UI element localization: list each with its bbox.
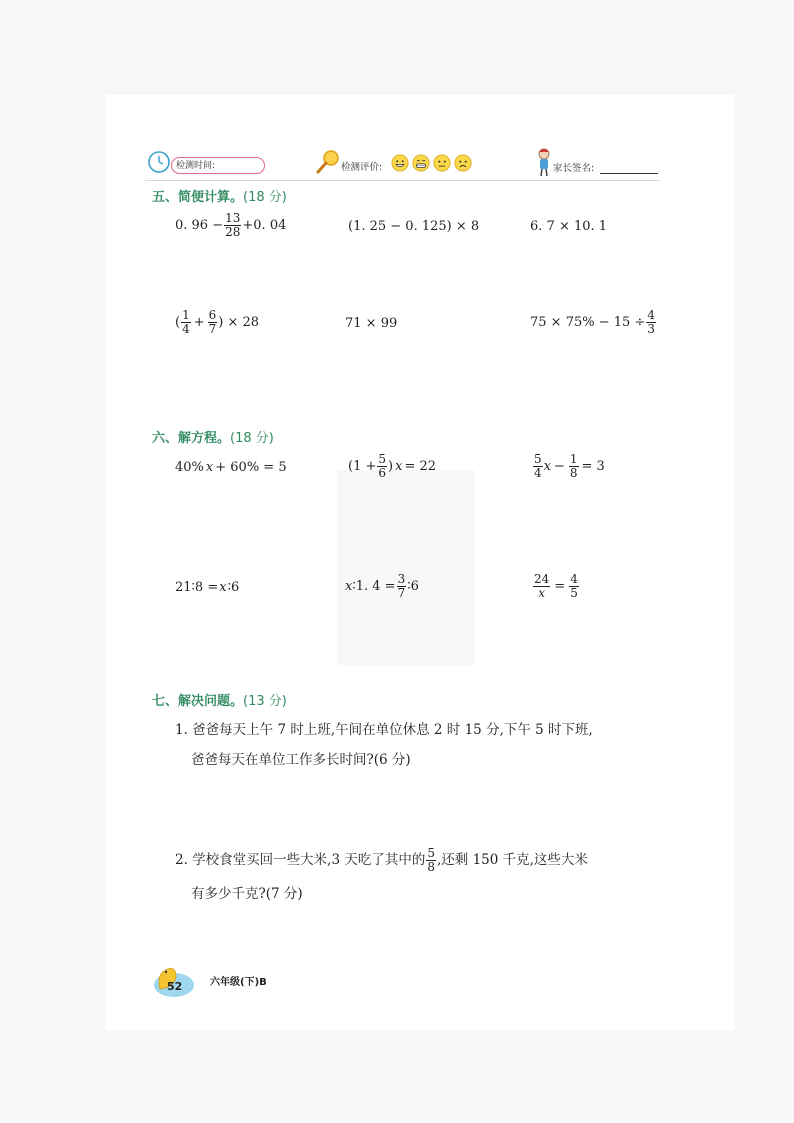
neutral-face-icon	[433, 154, 451, 172]
fraction	[224, 212, 241, 239]
fraction	[377, 453, 387, 480]
denominator: 7	[397, 586, 406, 600]
page-number-badge	[152, 963, 196, 999]
signature-line	[600, 173, 658, 174]
section-six-points: (18 分)	[230, 431, 274, 446]
section-seven-points: (13 分)	[243, 694, 287, 709]
numerator: 4	[570, 572, 578, 586]
denominator: 8	[569, 466, 578, 480]
variable-x: x	[395, 459, 403, 474]
watermark-area	[337, 470, 475, 665]
eq-1-part-a: 40%	[175, 460, 204, 475]
numerator: 5	[534, 452, 542, 466]
calc-3	[530, 219, 607, 234]
section-five-points: (18 分)	[243, 190, 287, 205]
big-grin-face-icon	[412, 154, 430, 172]
grin-face-icon	[391, 154, 409, 172]
equation-1	[175, 460, 287, 475]
calc-6-part-a: 75 × 75% − 15 ÷	[530, 315, 646, 330]
eq-4-part-a: 21∶8 =	[175, 580, 219, 595]
fraction	[426, 847, 436, 874]
problem-2-line-1	[175, 845, 675, 875]
equals-sign: =	[554, 579, 566, 594]
eq-2-part-c: = 22	[404, 459, 437, 474]
fraction	[397, 573, 407, 600]
section-six-title	[152, 427, 274, 446]
grade-label: 六年级(下)B	[210, 977, 267, 988]
variable-x: x	[205, 460, 214, 475]
section-seven-title	[152, 690, 287, 709]
header-divider	[145, 180, 660, 181]
sad-face-icon	[454, 154, 472, 172]
eq-5-part-a: ∶1. 4 =	[352, 579, 396, 594]
denominator: 4	[182, 322, 190, 336]
check-time-field: 检测时间:	[171, 157, 265, 174]
problem-2	[175, 845, 675, 909]
calc-5	[345, 316, 397, 331]
eq-4-part-b: ∶6	[227, 580, 240, 595]
magnifier-icon	[315, 149, 341, 175]
numerator: 4	[647, 308, 655, 322]
section-six-label: 六、解方程。	[152, 431, 231, 446]
problem-2-line-2: 有多少千克?(7 分)	[191, 886, 303, 902]
eq-2-part-b: )	[388, 459, 394, 474]
check-header	[145, 140, 660, 182]
equation-3	[532, 453, 605, 480]
calc-2-text: (1. 25 − 0. 125) × 8	[348, 219, 480, 234]
problem-2-part-a: 2. 学校食堂买回一些大米,3 天吃了其中的	[175, 852, 426, 868]
denominator: 7	[208, 322, 217, 336]
clock-icon	[147, 150, 171, 174]
fraction	[533, 573, 550, 600]
equation-4	[175, 580, 239, 595]
denominator: x	[538, 586, 546, 600]
numerator: 5	[427, 845, 435, 860]
numerator: 3	[397, 572, 406, 586]
numerator: 13	[225, 211, 241, 225]
evaluation-faces	[391, 154, 472, 172]
calc-1	[175, 212, 286, 239]
section-seven-label: 七、解决问题。	[152, 694, 244, 709]
problem-1-line-2: 爸爸每天在单位工作多长时间?(6 分)	[191, 752, 411, 768]
variable-x: x	[543, 459, 551, 474]
eq-3-part-c: = 3	[581, 459, 605, 474]
numerator: 24	[534, 572, 550, 586]
calc-1-part-b: +0. 04	[242, 218, 287, 233]
eq-5-part-b: ∶6	[407, 579, 419, 594]
equation-6	[532, 573, 580, 600]
calc-3-text: 6. 7 × 10. 1	[530, 219, 608, 234]
fraction	[646, 309, 656, 336]
equation-2	[348, 453, 436, 480]
plus-sign: +	[193, 315, 205, 330]
problem-2-part-b: ,还剩 150 千克,这些大米	[436, 852, 588, 868]
evaluation-label: 检测评价:	[341, 162, 383, 173]
child-figure-icon	[535, 147, 553, 177]
variable-x: x	[345, 579, 353, 594]
denominator: 6	[378, 466, 387, 480]
section-five-label: 五、简便计算。	[152, 190, 244, 205]
numerator: 5	[378, 452, 387, 466]
calc-4	[175, 309, 259, 336]
variable-x: x	[219, 580, 227, 595]
numerator: 1	[569, 452, 578, 466]
denominator: 4	[534, 466, 542, 480]
denominator: 28	[225, 225, 241, 239]
calc-2	[348, 219, 479, 234]
fraction	[181, 309, 191, 336]
equation-5	[345, 573, 419, 600]
minus-sign: −	[553, 459, 565, 474]
eq-2-part-a: (1 +	[348, 459, 377, 474]
numerator: 6	[208, 308, 217, 322]
numerator: 1	[182, 308, 190, 322]
calc-5-text: 71 × 99	[345, 316, 398, 331]
section-five-title	[152, 186, 287, 205]
problem-1	[175, 715, 675, 775]
denominator: 8	[427, 859, 435, 874]
page-number: 52	[167, 980, 183, 993]
fraction	[569, 453, 579, 480]
denominator: 3	[647, 322, 655, 336]
problem-1-line-1: 1. 爸爸每天上午 7 时上班,午间在单位休息 2 时 15 分,下午 5 时下班,	[175, 722, 593, 738]
calc-1-part-a: 0. 96 −	[175, 218, 224, 233]
fraction	[208, 309, 218, 336]
fraction	[533, 453, 543, 480]
calc-4-close: ) × 28	[218, 315, 260, 330]
eq-1-part-b: + 60% = 5	[215, 460, 287, 475]
calc-6	[530, 309, 657, 336]
denominator: 5	[570, 586, 578, 600]
calc-4-open: (	[175, 315, 181, 330]
parent-signature-label: 家长签名:	[553, 163, 595, 174]
fraction	[569, 573, 579, 600]
